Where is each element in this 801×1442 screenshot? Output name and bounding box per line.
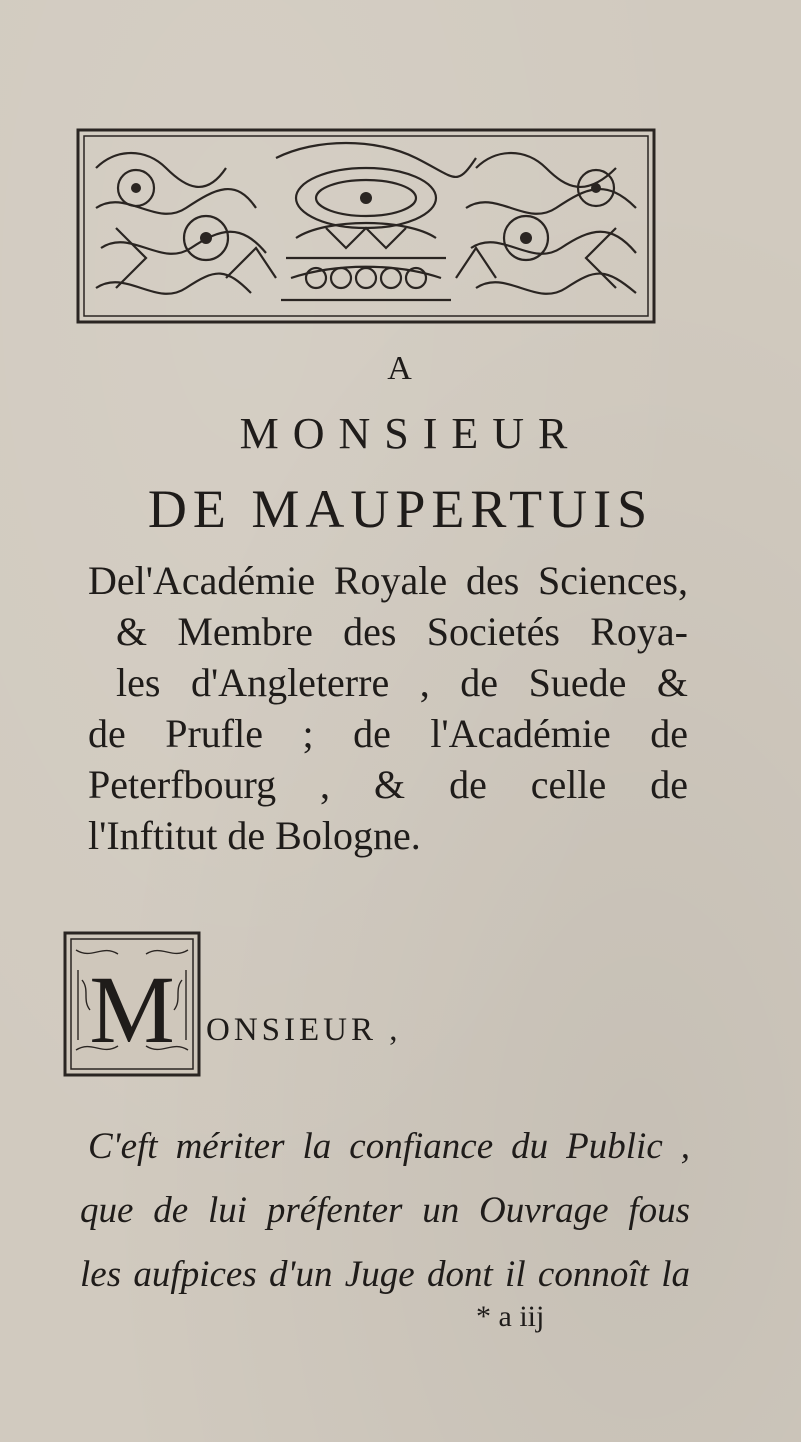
title-line: l'Inftitut de Bologne.	[88, 813, 421, 858]
letter-body	[80, 1115, 690, 1307]
letter-salutation: ONSIEUR ,	[206, 1012, 402, 1048]
signature-mark: * a iij	[476, 1300, 545, 1333]
title-line: de Prufle ; de l'Académie de	[88, 711, 688, 756]
title-line: les d'Angleterre , de Suede &	[116, 660, 688, 705]
dropcap-ornament	[62, 930, 202, 1078]
dedication-to: A	[387, 350, 414, 387]
dedicatee-titles	[88, 555, 688, 861]
dedication-honorific: MONSIEUR	[239, 409, 582, 458]
body-line: que de lui préfenter un Ouvrage fous	[80, 1190, 690, 1231]
body-line: les aufpices d'un Juge dont il connoît la	[80, 1254, 690, 1295]
body-line: C'eft mériter la confiance du Public ,	[88, 1126, 690, 1167]
title-line: Del'Académie Royale des Sciences,	[88, 558, 688, 603]
headpiece-ornament	[76, 128, 656, 324]
dedicatee-name: DE MAUPERTUIS	[147, 479, 654, 539]
dropcap-letter: M	[89, 956, 175, 1063]
title-line: & Membre des Societés Roya-	[116, 609, 688, 654]
title-line: Peterfbourg , & de celle de	[88, 762, 688, 807]
